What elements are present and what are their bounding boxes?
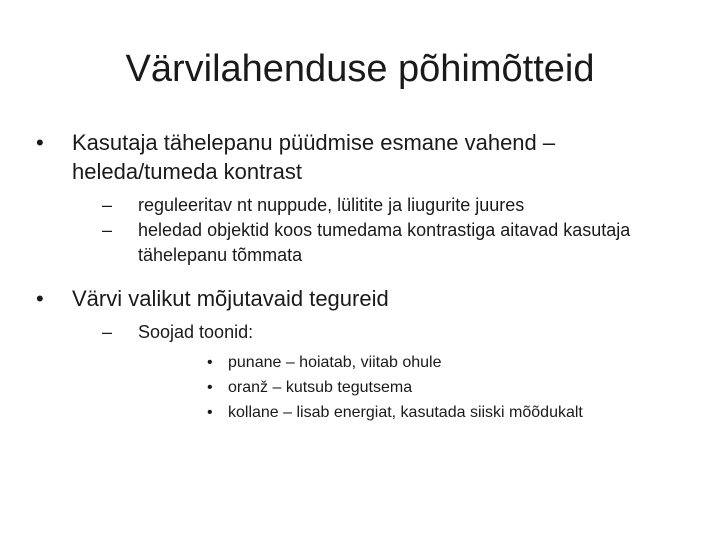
bullet-list — [36, 128, 686, 425]
dash-icon: – — [102, 195, 113, 215]
bullet-text: Värvi valikut mõjutavaid tegureid — [72, 286, 389, 311]
sub-sub-bullet-text: punane – hoiatab, viitab ohule — [228, 354, 442, 371]
bullet-dot-icon: • — [207, 354, 213, 371]
dash-icon: – — [102, 322, 113, 342]
bullet-dot-icon: • — [36, 130, 44, 155]
bullet-item — [36, 128, 686, 268]
slide-title: Värvilahenduse põhimõtteid — [125, 48, 595, 90]
sub-sub-bullet-text: kollane – lisab energiat, kasutada siiski mõõdukalt — [228, 404, 583, 421]
sub-bullet-text: heledad objektid koos tumedama kontrastiga aitavad kasutaja tähelepanu tõmmata — [138, 220, 631, 265]
bullet-text: Kasutaja tähelepanu püüdmise esmane vahend – heleda/tumeda kontrast — [72, 130, 556, 184]
sub-bullet-list — [72, 193, 686, 268]
bullet-dot-icon: • — [207, 404, 213, 421]
sub-bullet-item — [72, 320, 686, 425]
sub-sub-bullet-item — [138, 375, 686, 400]
sub-bullet-item — [72, 218, 686, 268]
dash-icon: – — [102, 220, 113, 240]
sub-sub-bullet-list — [138, 350, 686, 425]
bullet-dot-icon: • — [36, 286, 44, 311]
sub-bullet-text: Soojad toonid: — [138, 322, 254, 342]
sub-sub-bullet-item — [138, 350, 686, 375]
sub-bullet-item — [72, 193, 686, 218]
slide-content — [36, 128, 686, 425]
sub-bullet-list — [72, 320, 686, 425]
bullet-item — [36, 284, 686, 425]
sub-sub-bullet-item — [138, 400, 686, 425]
sub-sub-bullet-text: oranž – kutsub tegutsema — [228, 379, 413, 396]
sub-bullet-text: reguleeritav nt nuppude, lülitite ja liugurite juures — [138, 195, 525, 215]
bullet-dot-icon: • — [207, 379, 213, 396]
